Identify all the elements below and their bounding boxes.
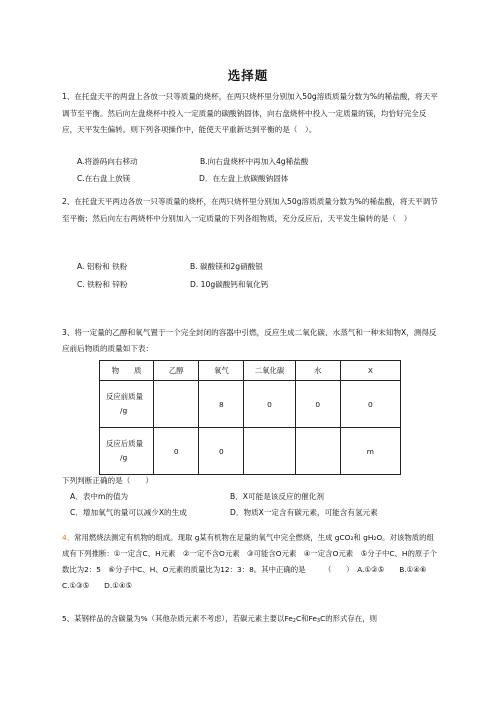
table-cell: m [340, 428, 400, 475]
q2-option-a: A. 铝粉和 铁粉 [77, 262, 128, 271]
table-cell: 0 [340, 381, 400, 428]
q1-option-d: D．在左盘上放碳酸钠固体 [199, 174, 289, 183]
q5-subscript: 2 [292, 618, 296, 624]
q3-prompt: 下列判断正确的是（ ） [62, 476, 154, 485]
table-header-cell: 物 质 [100, 361, 154, 381]
q2-option-c: C. 铁粉和 锌粉 [77, 280, 128, 289]
row-label-line: 反应前质量 [106, 392, 143, 401]
q3-option-d: D．物质X一定含有碳元素，可能含有氢元素 [230, 508, 378, 517]
question-4-text [62, 530, 440, 594]
q5-part: C和Fe [295, 614, 317, 623]
table-cell: 0 [295, 381, 340, 428]
table-cell: 0 [244, 381, 295, 428]
q5-subscript: 3 [316, 618, 321, 624]
q5-part: C的形式存在，则 [320, 614, 377, 623]
q3-option-c: C．增加氧气的量可以减少X的生成 [70, 508, 187, 517]
q3-option-b: B．X可能是该反应的催化剂 [230, 492, 324, 501]
question-3-text: 3、将一定量的乙醇和氧气置于一个完全封闭的容器中引燃，反应生成二氧化碳、水蒸气和一种未知物X，测得反应前后物质的质量如下表： [62, 328, 437, 353]
row-label-unit: /g [120, 453, 128, 462]
q2-option-b: B. 碳酸镁和2g硝酸银 [190, 262, 263, 271]
table-header-cell: 二氧化碳 [244, 361, 295, 381]
page-title: 选择题 [227, 68, 269, 83]
table-header-cell: X [340, 361, 400, 381]
table-header-row [100, 361, 401, 381]
q3-option-a: A．表中m的值为 [70, 492, 129, 501]
table-cell: 8 [199, 381, 244, 428]
q5-part: 5、某钢样品的含碳量为%（其他杂质元素不考虑），若碳元素主要以Fe [62, 614, 293, 623]
row-label-unit: /g [120, 406, 128, 415]
question-2-text: 2、在托盘天平两边各放一只等质量的烧杯，在两只烧杯里分别加入50g溶质质量分数为%的稀盐酸，将天平调节至平衡；然后向左右两烧杯中分别加入一定质量的下列各组物质，充分反应后，天平发生偏转的是（ ） [62, 197, 438, 223]
question-4-body: 常用燃烧法测定有机物的组成。现取 g某有机物在足量的氧气中完全燃烧，生成 gCO₂和 gH₂O。对该物质的组成有下列推断：①一定含C、H元素 ②一定不含O元素 ③可能含O元素 ④一定含O元素 ⑤分子中C、H的原子个数比为2：5 ⑥分子中C、H、O元素的质量比为12：3：8。其中正确的是 （ ） A.①②⑤ B.①④⑥ C.①③⑤ D.①④⑤ [62, 533, 442, 590]
question-4-number: 4、 [62, 533, 75, 542]
q2-option-d: D. 10g碳酸钙和氧化钙 [190, 280, 269, 289]
table-cell [244, 428, 295, 475]
table-header-cell: 水 [295, 361, 340, 381]
table-row [100, 381, 401, 428]
table-header-cell: 氧气 [199, 361, 244, 381]
table-cell: 0 [154, 428, 199, 475]
q1-option-c: C.在右盘上放镁 [77, 174, 131, 183]
question-1-text: 1、在托盘天平的两盘上各放一只等质量的烧杯，在两只烧杯里分别加入50g溶质质量分数为%的稀盐酸，将天平调节至平衡。然后向左盘烧杯中投入一定质量的碳酸钠固体，向右盘烧杯中投入一定质量的镁，均恰好完全反应，天平发生偏转。则下列各项操作中，能使天平重新达到平衡的是（ ）。 [62, 92, 438, 134]
mass-table [99, 360, 401, 475]
table-cell [295, 428, 340, 475]
table-header-cell: 乙醇 [154, 361, 199, 381]
table-cell: 0 [199, 428, 244, 475]
table-row-label [100, 428, 154, 475]
table-cell [154, 381, 199, 428]
q1-option-a: A.将游码向右移动 [77, 157, 138, 166]
table-row [100, 428, 401, 475]
row-label-line: 反应后质量 [106, 439, 143, 448]
table-row-label [100, 381, 154, 428]
q1-option-b: B.向右盘烧杯中再加入4g稀盐酸 [200, 157, 309, 166]
question-5-text [62, 611, 440, 630]
